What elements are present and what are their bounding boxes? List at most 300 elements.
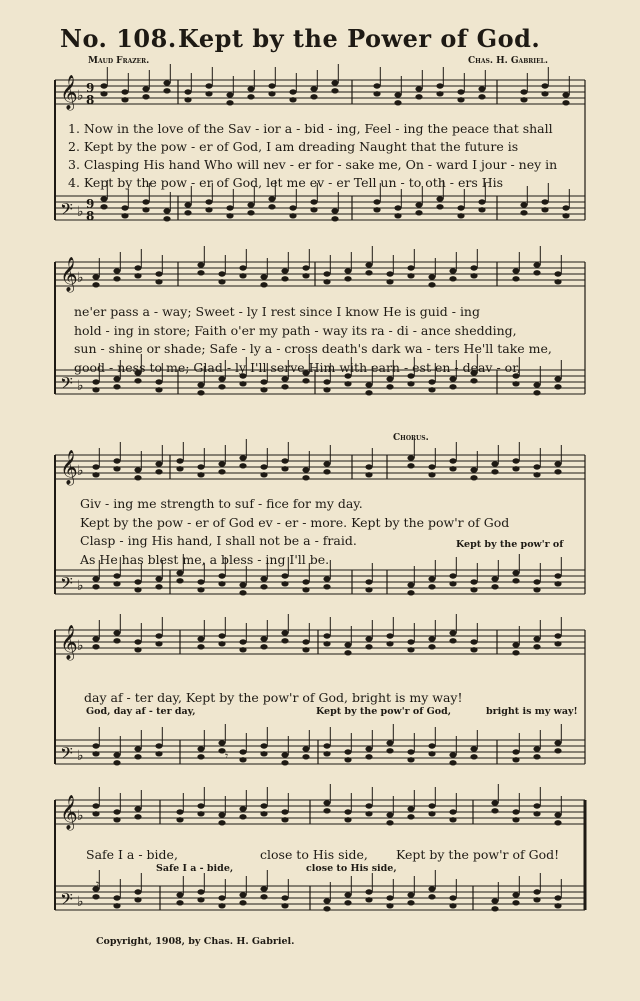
note-head (365, 644, 372, 649)
chorus-line-5a: Safe I a - bide, (86, 847, 178, 862)
note-head (512, 757, 519, 762)
note-head (365, 472, 372, 477)
note-head (491, 461, 498, 466)
note-head (260, 886, 267, 891)
note-head (289, 205, 296, 210)
note-head (554, 469, 561, 474)
note-head (239, 806, 246, 811)
note-head (281, 638, 288, 643)
note-head (176, 900, 183, 905)
note-head (386, 641, 393, 646)
note-head (281, 268, 288, 273)
note-head (562, 213, 569, 218)
verse-2-line-1: 2. Kept by the pow - er of God, I am dreading Naught that the future is (68, 139, 519, 154)
note-head (142, 86, 149, 91)
note-head (323, 800, 330, 805)
note-head (470, 265, 477, 270)
note-head (260, 644, 267, 649)
note-head (134, 639, 141, 644)
treble-clef: 𝄞 (60, 625, 78, 660)
note-head (520, 202, 527, 207)
note-head (407, 806, 414, 811)
bass-clef: 𝄢 (60, 573, 73, 597)
note-head (428, 387, 435, 392)
chorus-label: Chorus. (393, 433, 429, 443)
note-head (365, 897, 372, 902)
verse-3-line-1: 3. Clasping His hand Who will nev - er for - sake me, On - ward I jour - ney in (68, 157, 558, 172)
note-head (197, 472, 204, 477)
note-head (541, 91, 548, 96)
note-head (386, 279, 393, 284)
note-head (197, 644, 204, 649)
note-head (386, 903, 393, 908)
note-head (113, 581, 120, 586)
note-head (134, 273, 141, 278)
note-head (512, 381, 519, 386)
note-head (205, 207, 212, 212)
note-head (365, 390, 372, 395)
note-head (142, 199, 149, 204)
composer-credit: Chas. H. Gabriel. (468, 56, 548, 66)
note-head (281, 809, 288, 814)
note-head (386, 633, 393, 638)
note-head (344, 749, 351, 754)
note-head (323, 279, 330, 284)
note-head (134, 889, 141, 894)
note-head (302, 378, 309, 383)
note-head (365, 754, 372, 759)
echo-line-4c: bright is my way! (486, 706, 578, 717)
note-head (373, 199, 380, 204)
note-head (386, 895, 393, 900)
note-head (323, 898, 330, 903)
key-flat: ♭ (77, 808, 84, 824)
note-head (436, 83, 443, 88)
note-head (415, 202, 422, 207)
note-head (407, 463, 414, 468)
note-head (155, 584, 162, 589)
note-head (260, 274, 267, 279)
note-head (176, 466, 183, 471)
note-head (512, 809, 519, 814)
note-head (512, 276, 519, 281)
note-head (197, 754, 204, 759)
note-head (478, 94, 485, 99)
note-head (323, 751, 330, 756)
note-head (554, 271, 561, 276)
note-head (197, 803, 204, 808)
note-head (176, 817, 183, 822)
note-head (113, 895, 120, 900)
note-head (197, 889, 204, 894)
note-head (373, 83, 380, 88)
note-head (512, 570, 519, 575)
note-head (268, 204, 275, 209)
note-head (554, 641, 561, 646)
note-head (344, 381, 351, 386)
note-head (428, 811, 435, 816)
note-head (155, 751, 162, 756)
note-head (449, 638, 456, 643)
note-head (121, 205, 128, 210)
bass-clef: 𝄢 (60, 743, 73, 767)
note-head (470, 639, 477, 644)
note-head (113, 630, 120, 635)
note-head (281, 376, 288, 381)
note-head (268, 196, 275, 201)
note-head (134, 806, 141, 811)
note-head (428, 584, 435, 589)
note-head (281, 581, 288, 586)
note-head (428, 743, 435, 748)
copyright-notice: Copyright, 1908, by Chas. H. Gabriel. (96, 936, 295, 947)
note-head (155, 461, 162, 466)
note-head (134, 754, 141, 759)
note-head (260, 472, 267, 477)
note-head (407, 455, 414, 460)
note-head (365, 636, 372, 641)
note-head (428, 803, 435, 808)
verse-3-line-2: sun - shine or shade; Safe - ly a - cross death's dark wa - ters He'll take me, (74, 341, 552, 356)
time-sig-bottom: 8 (86, 209, 95, 223)
note-head (533, 754, 540, 759)
note-head (533, 270, 540, 275)
note-head (470, 273, 477, 278)
note-head (491, 576, 498, 581)
hymn-number: No. 108. (60, 24, 177, 53)
note-head (449, 895, 456, 900)
note-head (533, 382, 540, 387)
note-head (436, 196, 443, 201)
note-head (163, 80, 170, 85)
echo-line-5a: Safe I a - bide, (156, 863, 234, 874)
note-head (134, 467, 141, 472)
note-head (113, 638, 120, 643)
note-head (373, 207, 380, 212)
note-head (268, 83, 275, 88)
note-head (436, 204, 443, 209)
note-head (176, 892, 183, 897)
note-head (428, 472, 435, 477)
note-head (134, 378, 141, 383)
note-head (470, 754, 477, 759)
note-head (407, 582, 414, 587)
note-head (533, 644, 540, 649)
note-head (554, 384, 561, 389)
note-head (176, 458, 183, 463)
time-sig-top: 9 (86, 197, 95, 211)
note-head (205, 91, 212, 96)
note-head (260, 751, 267, 756)
note-head (247, 210, 254, 215)
note-head (310, 86, 317, 91)
note-head (239, 273, 246, 278)
note-head (386, 812, 393, 817)
note-head (302, 639, 309, 644)
note-head (260, 894, 267, 899)
note-head (92, 584, 99, 589)
note-head (176, 570, 183, 575)
note-head (449, 760, 456, 765)
note-head (197, 811, 204, 816)
note-head (163, 208, 170, 213)
note-head (302, 475, 309, 480)
bass-echo-line-3: Kept by the pow'r of (456, 539, 564, 550)
note-head (470, 746, 477, 751)
note-head (218, 812, 225, 817)
note-head (92, 743, 99, 748)
note-head (134, 475, 141, 480)
note-head (281, 895, 288, 900)
note-head (407, 814, 414, 819)
note-head (247, 86, 254, 91)
note-head (554, 461, 561, 466)
note-head (226, 205, 233, 210)
note-head (365, 382, 372, 387)
note-head (554, 573, 561, 578)
note-head (449, 573, 456, 578)
note-head (239, 582, 246, 587)
note-head (386, 376, 393, 381)
note-head (113, 376, 120, 381)
note-head (92, 636, 99, 641)
note-head (218, 469, 225, 474)
note-head (163, 216, 170, 221)
note-head (218, 376, 225, 381)
bass-clef: 𝄢 (60, 373, 73, 397)
note-head (239, 639, 246, 644)
key-flat: ♭ (77, 270, 84, 286)
note-head (113, 384, 120, 389)
note-head (428, 636, 435, 641)
chorus-line-4: day af - ter day, Kept by the pow'r of God, bright is my way! (84, 690, 463, 705)
note-head (428, 576, 435, 581)
note-head (184, 89, 191, 94)
note-head (562, 92, 569, 97)
note-head (365, 889, 372, 894)
note-head (449, 384, 456, 389)
note-head (428, 379, 435, 384)
note-head (323, 906, 330, 911)
note-head (512, 458, 519, 463)
note-head (302, 647, 309, 652)
note-head (373, 91, 380, 96)
chorus-line-5c: Kept by the pow'r of God! (396, 847, 560, 862)
note-head (239, 455, 246, 460)
note-head (197, 270, 204, 275)
verse-1-line-3: Giv - ing me strength to suf - fice for my day. (80, 496, 363, 511)
note-head (289, 97, 296, 102)
note-head (457, 89, 464, 94)
note-head (260, 387, 267, 392)
note-head (218, 820, 225, 825)
note-head (142, 207, 149, 212)
chorus-line-5b: close to His side, (260, 847, 368, 862)
note-head (386, 271, 393, 276)
note-head (302, 467, 309, 472)
note-head (554, 820, 561, 825)
time-sig-bottom: 8 (86, 93, 95, 107)
note-head (436, 91, 443, 96)
note-head (302, 746, 309, 751)
note-head (520, 89, 527, 94)
note-head (260, 743, 267, 748)
treble-clef: 𝄞 (60, 257, 78, 292)
note-head (226, 92, 233, 97)
note-head (100, 83, 107, 88)
note-head (289, 89, 296, 94)
note-head (92, 894, 99, 899)
note-head (562, 205, 569, 210)
note-head (197, 382, 204, 387)
hymn-title: Kept by the Power of God. (178, 24, 541, 53)
verse-3-line-3: Clasp - ing His hand, I shall not be a - fraid. (80, 533, 357, 548)
note-head (344, 892, 351, 897)
note-head (512, 749, 519, 754)
note-head (142, 94, 149, 99)
note-head (113, 817, 120, 822)
note-head (512, 466, 519, 471)
note-head (407, 273, 414, 278)
note-head (470, 579, 477, 584)
note-head (134, 579, 141, 584)
note-head (92, 282, 99, 287)
note-head (218, 740, 225, 745)
note-head (239, 590, 246, 595)
note-head (239, 900, 246, 905)
note-head (394, 213, 401, 218)
note-head (184, 202, 191, 207)
note-head (239, 647, 246, 652)
note-head (218, 903, 225, 908)
note-head (218, 573, 225, 578)
note-head (155, 641, 162, 646)
note-head (281, 630, 288, 635)
note-head (449, 752, 456, 757)
note-head (113, 268, 120, 273)
note-head (331, 88, 338, 93)
note-head (512, 642, 519, 647)
note-head (323, 469, 330, 474)
treble-clef: 𝄞 (60, 450, 78, 485)
note-head (155, 387, 162, 392)
note-head (449, 817, 456, 822)
note-head (323, 641, 330, 646)
note-head (92, 751, 99, 756)
note-head (428, 282, 435, 287)
note-head (491, 808, 498, 813)
note-head (134, 746, 141, 751)
note-head (92, 644, 99, 649)
treble-clef: 𝄞 (60, 795, 78, 830)
note-head (134, 647, 141, 652)
note-head (260, 636, 267, 641)
note-head (394, 92, 401, 97)
note-head (449, 376, 456, 381)
note-head (218, 581, 225, 586)
note-head (239, 892, 246, 897)
note-head (554, 903, 561, 908)
note-head (491, 906, 498, 911)
note-head (407, 590, 414, 595)
note-head (155, 279, 162, 284)
note-head (92, 274, 99, 279)
note-head (533, 579, 540, 584)
note-head (113, 903, 120, 908)
time-sig-top: 9 (86, 81, 95, 95)
note-head (302, 579, 309, 584)
note-head (92, 387, 99, 392)
note-head (512, 900, 519, 905)
note-head (281, 458, 288, 463)
note-head (554, 376, 561, 381)
note-head (470, 587, 477, 592)
note-head (247, 202, 254, 207)
note-head (239, 265, 246, 270)
verse-1-line-2: ne'er pass a - way; Sweet - ly I rest since I know He is guid - ing (74, 304, 480, 319)
note-head (226, 100, 233, 105)
verse-2-line-2: hold - ing in store; Faith o'er my path - way its ra - di - ance shedding, (74, 323, 517, 338)
note-head (155, 633, 162, 638)
note-head (478, 207, 485, 212)
note-head (281, 466, 288, 471)
note-head (239, 749, 246, 754)
note-head (541, 207, 548, 212)
note-head (365, 803, 372, 808)
note-head (100, 196, 107, 201)
bass-clef: 𝄢 (60, 889, 73, 913)
note-head (344, 642, 351, 647)
note-head (260, 803, 267, 808)
note-head (554, 812, 561, 817)
note-head (197, 579, 204, 584)
note-head (554, 895, 561, 900)
note-head (428, 644, 435, 649)
note-head (407, 749, 414, 754)
note-head (331, 80, 338, 85)
note-head (344, 268, 351, 273)
note-head (310, 94, 317, 99)
note-head (197, 746, 204, 751)
note-head (344, 276, 351, 281)
note-head (449, 276, 456, 281)
rest: 𝄾 (96, 877, 100, 891)
key-flat: ♭ (77, 638, 84, 654)
note-head (247, 94, 254, 99)
note-head (554, 279, 561, 284)
note-head (428, 886, 435, 891)
note-head (323, 576, 330, 581)
note-head (394, 100, 401, 105)
note-head (533, 811, 540, 816)
note-head (365, 587, 372, 592)
note-head (260, 576, 267, 581)
note-head (163, 88, 170, 93)
note-head (113, 752, 120, 757)
note-head (197, 262, 204, 267)
note-head (512, 650, 519, 655)
note-head (260, 282, 267, 287)
note-head (386, 748, 393, 753)
note-head (310, 199, 317, 204)
note-head (302, 754, 309, 759)
note-head (226, 213, 233, 218)
note-head (365, 464, 372, 469)
note-head (407, 900, 414, 905)
key-flat: ♭ (77, 378, 84, 394)
note-head (323, 808, 330, 813)
note-head (92, 379, 99, 384)
